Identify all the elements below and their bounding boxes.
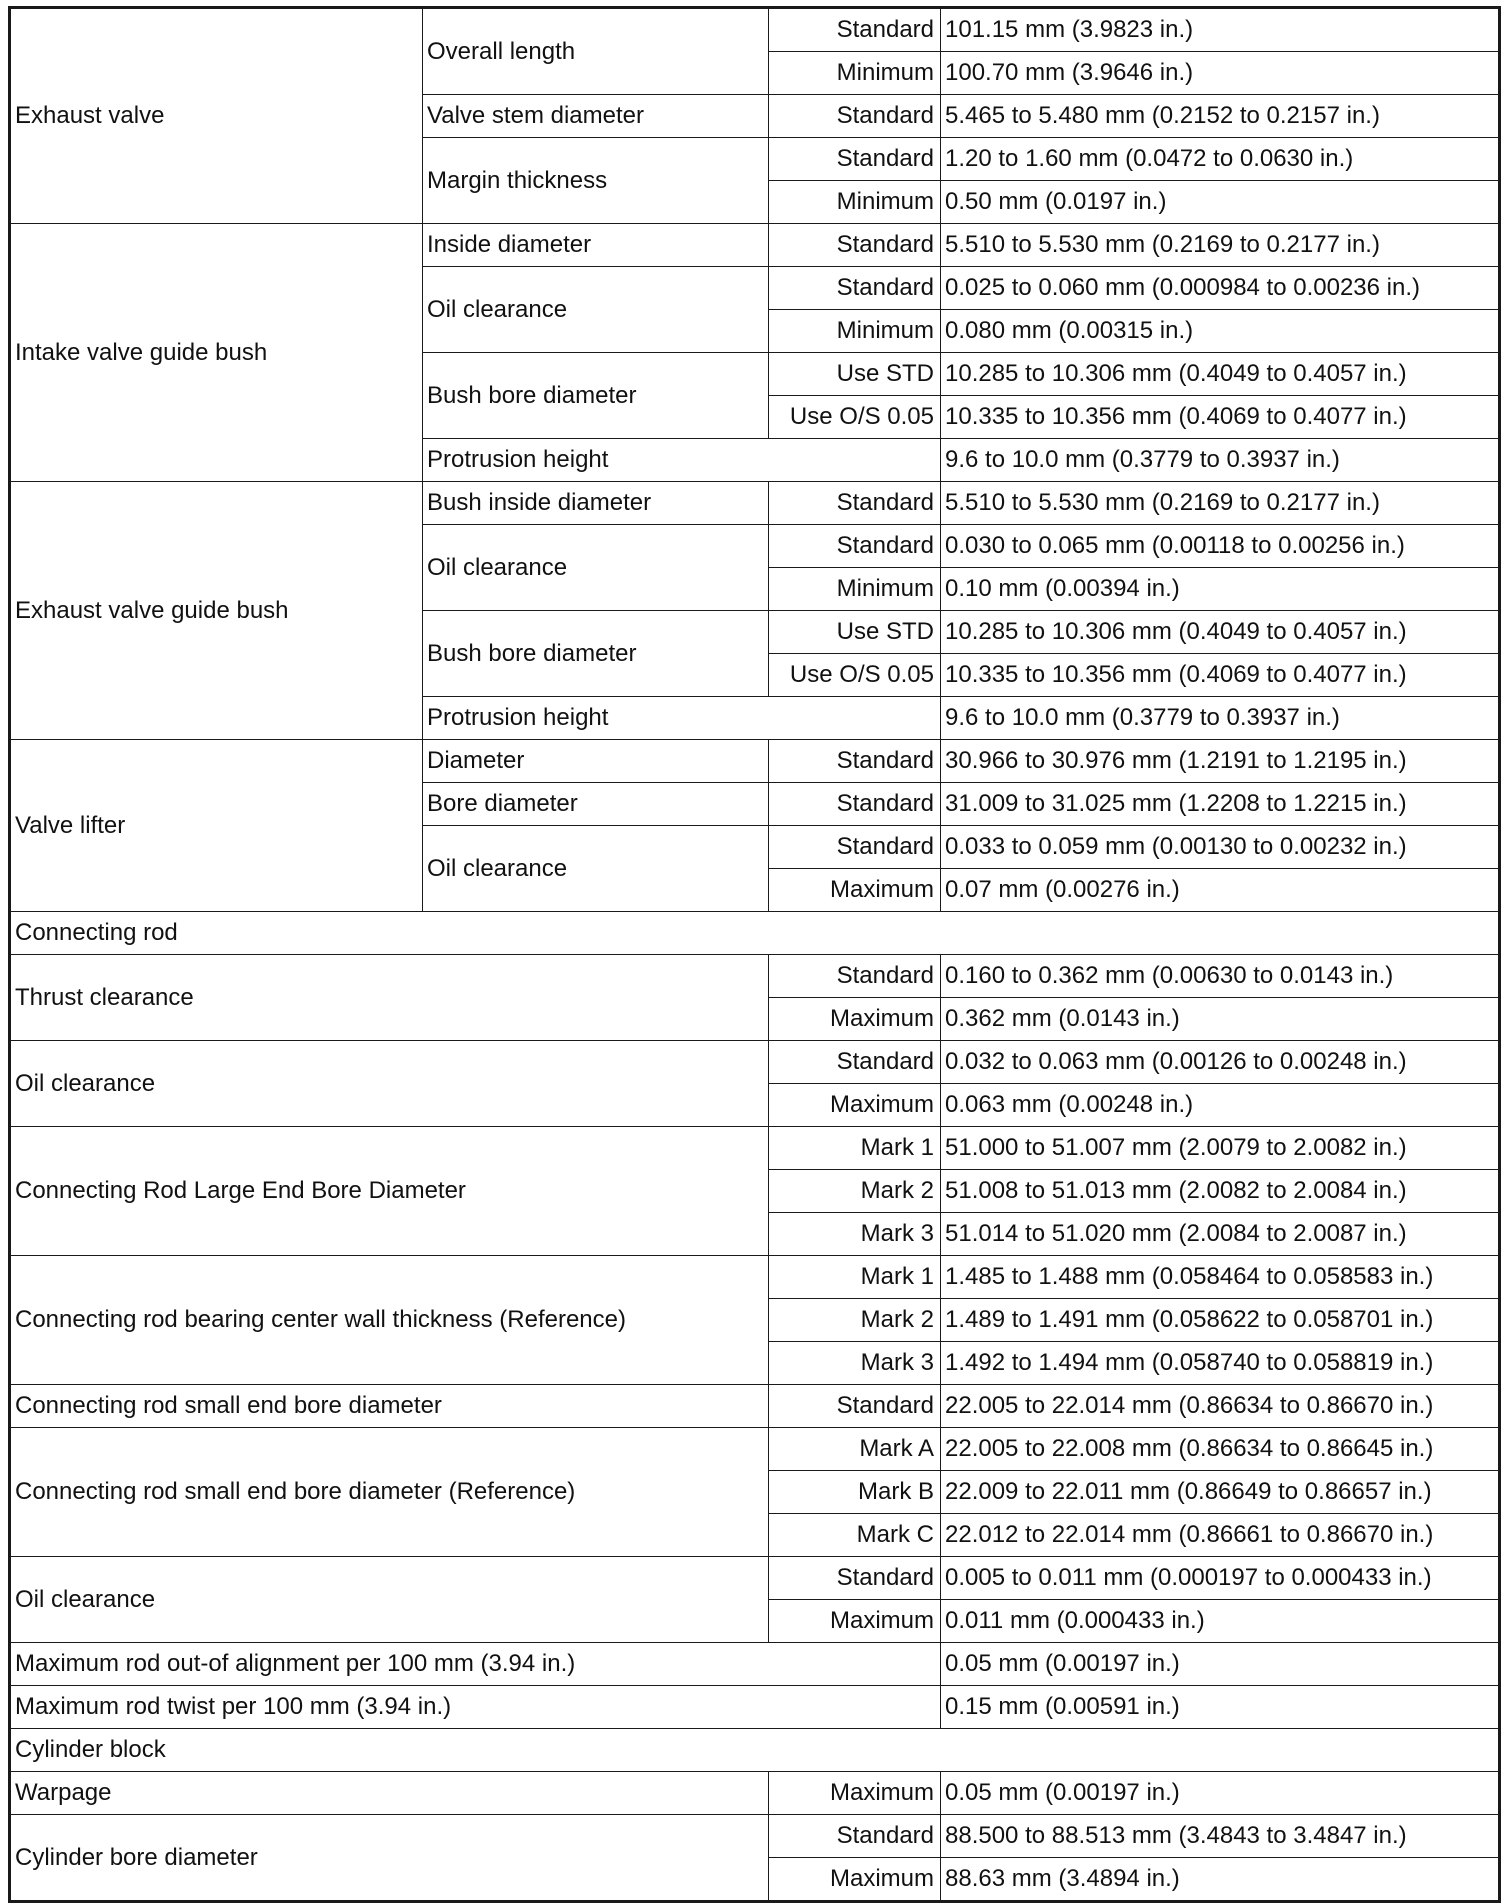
value: 31.009 to 31.025 mm (1.2208 to 1.2215 in.) [941, 783, 1500, 826]
sub-item-label: Oil clearance [423, 826, 769, 912]
condition: Minimum [769, 52, 941, 95]
item-label: Oil clearance [10, 1041, 769, 1127]
condition: Use O/S 0.05 [769, 396, 941, 439]
condition: Mark B [769, 1471, 941, 1514]
condition: Standard [769, 138, 941, 181]
item-label: Connecting rod small end bore diameter (Reference) [10, 1428, 769, 1557]
section-heading: Connecting rod [10, 912, 1500, 955]
value: 10.285 to 10.306 mm (0.4049 to 0.4057 in.) [941, 353, 1500, 396]
value: 22.005 to 22.014 mm (0.86634 to 0.86670 in.) [941, 1385, 1500, 1428]
condition: Maximum [769, 1600, 941, 1643]
table-row [10, 740, 1500, 783]
item-label: Oil clearance [10, 1557, 769, 1643]
condition: Standard [769, 95, 941, 138]
sub-item-label: Oil clearance [423, 267, 769, 353]
table-row [10, 1772, 1500, 1815]
condition: Standard [769, 8, 941, 52]
item-label: Thrust clearance [10, 955, 769, 1041]
value: 22.009 to 22.011 mm (0.86649 to 0.86657 in.) [941, 1471, 1500, 1514]
section-heading: Cylinder block [10, 1729, 1500, 1772]
section-row [10, 912, 1500, 955]
value: 5.510 to 5.530 mm (0.2169 to 0.2177 in.) [941, 482, 1500, 525]
sub-item-label: Valve stem diameter [423, 95, 769, 138]
condition: Mark 3 [769, 1342, 941, 1385]
condition: Standard [769, 740, 941, 783]
sub-item-label: Oil clearance [423, 525, 769, 611]
sub-item-label: Protrusion height [423, 697, 941, 740]
condition: Standard [769, 224, 941, 267]
value: 0.005 to 0.011 mm (0.000197 to 0.000433 in.) [941, 1557, 1500, 1600]
condition: Minimum [769, 310, 941, 353]
table-row [10, 482, 1500, 525]
table-row [10, 1643, 1500, 1686]
value: 0.10 mm (0.00394 in.) [941, 568, 1500, 611]
value: 0.362 mm (0.0143 in.) [941, 998, 1500, 1041]
condition: Standard [769, 1815, 941, 1858]
value: 9.6 to 10.0 mm (0.3779 to 0.3937 in.) [941, 439, 1500, 482]
condition: Standard [769, 482, 941, 525]
item-label: Connecting rod small end bore diameter [10, 1385, 769, 1428]
table-row [10, 1385, 1500, 1428]
table-row [10, 1686, 1500, 1729]
condition: Maximum [769, 998, 941, 1041]
condition: Mark 1 [769, 1127, 941, 1170]
condition: Mark 2 [769, 1170, 941, 1213]
condition: Maximum [769, 1084, 941, 1127]
item-label: Maximum rod out-of alignment per 100 mm (3.94 in.) [10, 1643, 941, 1686]
value: 0.033 to 0.059 mm (0.00130 to 0.00232 in.) [941, 826, 1500, 869]
value: 1.492 to 1.494 mm (0.058740 to 0.058819 in.) [941, 1342, 1500, 1385]
value: 10.285 to 10.306 mm (0.4049 to 0.4057 in.) [941, 611, 1500, 654]
condition: Use O/S 0.05 [769, 654, 941, 697]
table-row [10, 1428, 1500, 1471]
condition: Standard [769, 826, 941, 869]
condition: Standard [769, 955, 941, 998]
sub-item-label: Bore diameter [423, 783, 769, 826]
value: 0.032 to 0.063 mm (0.00126 to 0.00248 in.) [941, 1041, 1500, 1084]
value: 0.05 mm (0.00197 in.) [941, 1643, 1500, 1686]
condition: Mark C [769, 1514, 941, 1557]
value: 22.005 to 22.008 mm (0.86634 to 0.86645 in.) [941, 1428, 1500, 1471]
table-row [10, 1127, 1500, 1170]
condition: Standard [769, 267, 941, 310]
condition: Standard [769, 783, 941, 826]
item-label: Connecting Rod Large End Bore Diameter [10, 1127, 769, 1256]
value: 0.063 mm (0.00248 in.) [941, 1084, 1500, 1127]
condition: Use STD [769, 353, 941, 396]
condition: Mark 3 [769, 1213, 941, 1256]
item-label: Warpage [10, 1772, 769, 1815]
specification-table [8, 6, 1501, 1903]
value: 0.15 mm (0.00591 in.) [941, 1686, 1500, 1729]
sub-item-label: Inside diameter [423, 224, 769, 267]
value: 0.080 mm (0.00315 in.) [941, 310, 1500, 353]
value: 1.489 to 1.491 mm (0.058622 to 0.058701 in.) [941, 1299, 1500, 1342]
condition: Mark A [769, 1428, 941, 1471]
value: 22.012 to 22.014 mm (0.86661 to 0.86670 in.) [941, 1514, 1500, 1557]
sub-item-label: Bush bore diameter [423, 353, 769, 439]
table-row [10, 8, 1500, 52]
value: 9.6 to 10.0 mm (0.3779 to 0.3937 in.) [941, 697, 1500, 740]
value: 51.000 to 51.007 mm (2.0079 to 2.0082 in.) [941, 1127, 1500, 1170]
condition: Mark 1 [769, 1256, 941, 1299]
item-label: Valve lifter [10, 740, 423, 912]
table-row [10, 1041, 1500, 1084]
condition: Standard [769, 1041, 941, 1084]
value: 10.335 to 10.356 mm (0.4069 to 0.4077 in.) [941, 654, 1500, 697]
sub-item-label: Overall length [423, 8, 769, 95]
sub-item-label: Margin thickness [423, 138, 769, 224]
value: 1.485 to 1.488 mm (0.058464 to 0.058583 in.) [941, 1256, 1500, 1299]
table-row [10, 1256, 1500, 1299]
value: 5.465 to 5.480 mm (0.2152 to 0.2157 in.) [941, 95, 1500, 138]
condition: Use STD [769, 611, 941, 654]
table-row [10, 1815, 1500, 1858]
value: 0.011 mm (0.000433 in.) [941, 1600, 1500, 1643]
sub-item-label: Bush bore diameter [423, 611, 769, 697]
value: 0.160 to 0.362 mm (0.00630 to 0.0143 in.) [941, 955, 1500, 998]
value: 5.510 to 5.530 mm (0.2169 to 0.2177 in.) [941, 224, 1500, 267]
value: 0.50 mm (0.0197 in.) [941, 181, 1500, 224]
spec-table-container [8, 6, 1501, 1903]
sub-item-label: Bush inside diameter [423, 482, 769, 525]
item-label: Maximum rod twist per 100 mm (3.94 in.) [10, 1686, 941, 1729]
condition: Standard [769, 1557, 941, 1600]
value: 101.15 mm (3.9823 in.) [941, 8, 1500, 52]
value: 10.335 to 10.356 mm (0.4069 to 0.4077 in.) [941, 396, 1500, 439]
condition: Standard [769, 1385, 941, 1428]
value: 0.05 mm (0.00197 in.) [941, 1772, 1500, 1815]
condition: Standard [769, 525, 941, 568]
item-label: Intake valve guide bush [10, 224, 423, 482]
item-label: Exhaust valve [10, 8, 423, 224]
sub-item-label: Diameter [423, 740, 769, 783]
section-row [10, 1729, 1500, 1772]
condition: Maximum [769, 1858, 941, 1902]
table-row [10, 1557, 1500, 1600]
item-label: Connecting rod bearing center wall thickness (Reference) [10, 1256, 769, 1385]
value: 0.025 to 0.060 mm (0.000984 to 0.00236 in.) [941, 267, 1500, 310]
value: 88.500 to 88.513 mm (3.4843 to 3.4847 in.) [941, 1815, 1500, 1858]
value: 1.20 to 1.60 mm (0.0472 to 0.0630 in.) [941, 138, 1500, 181]
value: 51.014 to 51.020 mm (2.0084 to 2.0087 in.) [941, 1213, 1500, 1256]
condition: Maximum [769, 869, 941, 912]
condition: Mark 2 [769, 1299, 941, 1342]
table-row [10, 955, 1500, 998]
value: 51.008 to 51.013 mm (2.0082 to 2.0084 in.) [941, 1170, 1500, 1213]
value: 30.966 to 30.976 mm (1.2191 to 1.2195 in.) [941, 740, 1500, 783]
condition: Maximum [769, 1772, 941, 1815]
condition: Minimum [769, 568, 941, 611]
value: 88.63 mm (3.4894 in.) [941, 1858, 1500, 1902]
value: 0.07 mm (0.00276 in.) [941, 869, 1500, 912]
table-row [10, 224, 1500, 267]
condition: Minimum [769, 181, 941, 224]
item-label: Exhaust valve guide bush [10, 482, 423, 740]
sub-item-label: Protrusion height [423, 439, 941, 482]
value: 100.70 mm (3.9646 in.) [941, 52, 1500, 95]
item-label: Cylinder bore diameter [10, 1815, 769, 1902]
value: 0.030 to 0.065 mm (0.00118 to 0.00256 in.) [941, 525, 1500, 568]
